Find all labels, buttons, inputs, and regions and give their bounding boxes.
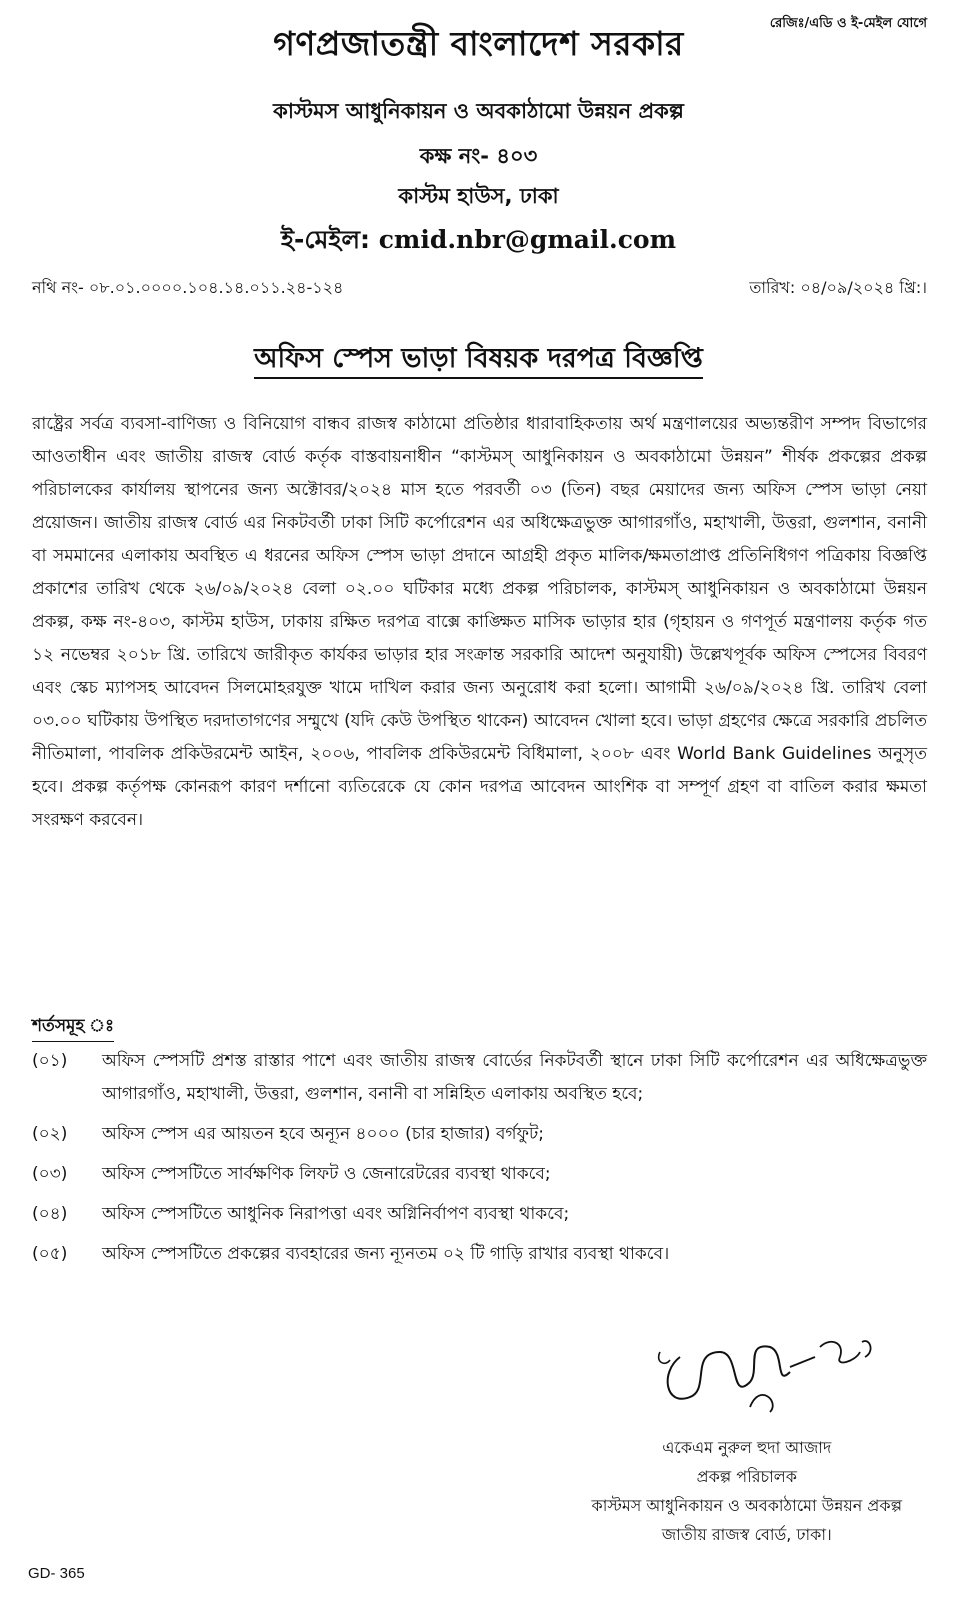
reference-row <box>32 275 927 302</box>
conditions-list <box>32 1045 927 1278</box>
signatory-office: জাতীয় রাজস্ব বোর্ড, ঢাকা। <box>661 1525 832 1544</box>
condition-number: (০২) <box>32 1124 68 1144</box>
handwritten-signature <box>650 1312 880 1422</box>
condition-item <box>32 1045 927 1111</box>
condition-text: অফিস স্পেসটিতে আধুনিক নিরাপত্তা এবং অগ্নিনির্বাপণ ব্যবস্থা থাকবে; <box>102 1204 570 1224</box>
office-location: কাস্টম হাউস, ঢাকা <box>398 184 559 208</box>
email-address: cmid.nbr@gmail.com <box>378 225 677 254</box>
conditions-heading: শর্তসমূহ ঃ <box>32 1013 114 1042</box>
room-number: কক্ষ নং- ৪০৩ <box>419 144 538 168</box>
condition-text: অফিস স্পেস এর আয়তন হবে অন্যূন ৪০০০ (চার হাজার) বর্গফুট; <box>102 1124 544 1144</box>
condition-number: (০১) <box>32 1051 68 1071</box>
email-line <box>0 220 957 263</box>
condition-item <box>32 1198 927 1231</box>
footer-code: GD- 365 <box>28 1565 85 1582</box>
government-title: গণপ্রজাতন্ত্রী বাংলাদেশ সরকার <box>273 24 684 63</box>
condition-text: অফিস স্পেসটিতে প্রকল্পের ব্যবহারের জন্য ন্যূনতম ০২ টি গাড়ি রাখার ব্যবস্থা থাকবে। <box>102 1244 670 1264</box>
condition-item <box>32 1118 927 1151</box>
signatory-designation: প্রকল্প পরিচালক <box>696 1467 797 1486</box>
condition-number: (০৪) <box>32 1204 68 1224</box>
notice-title-wrap <box>0 338 957 383</box>
signatory-block <box>592 1433 902 1549</box>
file-number: নথি নং- ০৮.০১.০০০০.১০৪.১৪.০১১.২৪-১২৪ <box>32 278 344 297</box>
project-name: কাস্টমস আধুনিকায়ন ও অবকাঠামো উন্নয়ন প্রকল্প <box>273 99 684 123</box>
notice-date: তারিখ: ০৪/০৯/২০২৪ খ্রি:। <box>749 278 927 297</box>
signatory-name: একেএম নুরুল হুদা আজাদ <box>662 1438 832 1457</box>
condition-number: (০৫) <box>32 1244 68 1264</box>
condition-text: অফিস স্পেসটি প্রশস্ত রাস্তার পাশে এবং জাতীয় রাজস্ব বোর্ডের নিকটবর্তী স্থানে ঢাকা সিটি কর্পোরেশন এর অধিক্ষেত্রভুক্ত আগারগাঁও, মহাখালী, উত্তরা, গুলশান, বনানী বা সন্নিহিত এলাকায় অবস্থিত হবে; <box>102 1051 927 1104</box>
condition-number: (০৩) <box>32 1164 68 1184</box>
condition-item <box>32 1238 927 1271</box>
email-label: ই-মেইল: <box>280 225 379 254</box>
signatory-project: কাস্টমস আধুনিকায়ন ও অবকাঠামো উন্নয়ন প্রকল্প <box>591 1496 902 1515</box>
condition-text: অফিস স্পেসটিতে সার্বক্ষণিক লিফট ও জেনারেটরের ব্যবস্থা থাকবে; <box>102 1164 551 1184</box>
notice-title: অফিস স্পেস ভাড়া বিষয়ক দরপত্র বিজ্ঞপ্তি <box>254 343 703 379</box>
notice-body: রাষ্ট্রের সর্বত্র ব্যবসা-বাণিজ্য ও বিনিয়োগ বান্ধব রাজস্ব কাঠামো প্রতিষ্ঠার ধারাবাহিকতায় অর্থ মন্ত্রণালয়ের অভ্যন্তরীণ সম্পদ বিভাগের আওতাধীন এবং জাতীয় রাজস্ব বোর্ড কর্তৃক বাস্তবায়নাধীন “কাস্টমস্ আধুনিকায়ন ও অবকাঠামো উন্নয়ন” শীর্ষক প্রকল্পের প্রকল্প পরিচালকের কার্যালয় স্থাপনের জন্য অক্টোবর/২০২৪ মাস হতে পরবর্তী ০৩ (তিন) বছর মেয়াদের জন্য অফিস স্পেস ভাড়া নেয়া প্রয়োজন। জাতীয় রাজস্ব বোর্ড এর নিকটবর্তী ঢাকা সিটি কর্পোরেশন এর অধিক্ষেত্রভুক্ত আগারগাঁও, মহাখালী, উত্তরা, গুলশান, বনানী বা সমমানের এলাকায় অবস্থিত এ ধরনের অফিস স্পেস ভাড়া প্রদানে আগ্রহী প্রকৃত মালিক/ক্ষমতাপ্রাপ্ত প্রতিনিধিগণ পত্রিকায় বিজ্ঞপ্তি প্রকাশের তারিখ থেকে ২৬/০৯/২০২৪ বেলা ০২.০০ ঘটিকার মধ্যে প্রকল্প পরিচালক, কাস্টমস্ আধুনিকায়ন ও অবকাঠামো উন্নয়ন প্রকল্প, কক্ষ নং-৪০৩, কাস্টম হাউস, ঢাকায় রক্ষিত দরপত্র বাক্সে কাঙ্ক্ষিত মাসিক ভাড়ার হার (গৃহায়ন ও গণপূর্ত মন্ত্রণালয় কর্তৃক গত ১২ নভেম্বর ২০১৮ খ্রি. তারিখে জারীকৃত কার্যকর ভাড়ার হার সংক্রান্ত সরকারি আদেশ অনুযায়ী) উল্লেখপূর্বক অফিস স্পেসের বিবরণ এবং স্কেচ ম্যাপসহ আবেদন সিলমোহরযুক্ত খামে দাখিল করার জন্য অনুরোধ করা হলো। আগামী ২৬/০৯/২০২৪ খ্রি. তারিখ বেলা ০৩.০০ ঘটিকায় উপস্থিত দরদাতাগণের সম্মুখে (যদি কেউ উপস্থিত থাকেন) আবেদন খোলা হবে। ভাড়া গ্রহণের ক্ষেত্রে সরকারি প্রচলিত নীতিমালা, পাবলিক প্রকিউরমেন্ট আইন, ২০০৬, পাবলিক প্রকিউরমেন্ট বিধিমালা, ২০০৮ এবং World Bank Guidelines অনুসৃত হবে। প্রকল্প কর্তৃপক্ষ কোনরূপ কারণ দর্শানো ব্যতিরেকে যে কোন দরপত্র আবেদন আংশিক বা সম্পূর্ণ গ্রহণ বা বাতিল করার ক্ষমতা সংরক্ষণ করবেন। <box>32 414 927 830</box>
condition-item <box>32 1158 927 1191</box>
registration-note: রেজিঃ/এডি ও ই-মেইল যোগে <box>769 16 927 31</box>
